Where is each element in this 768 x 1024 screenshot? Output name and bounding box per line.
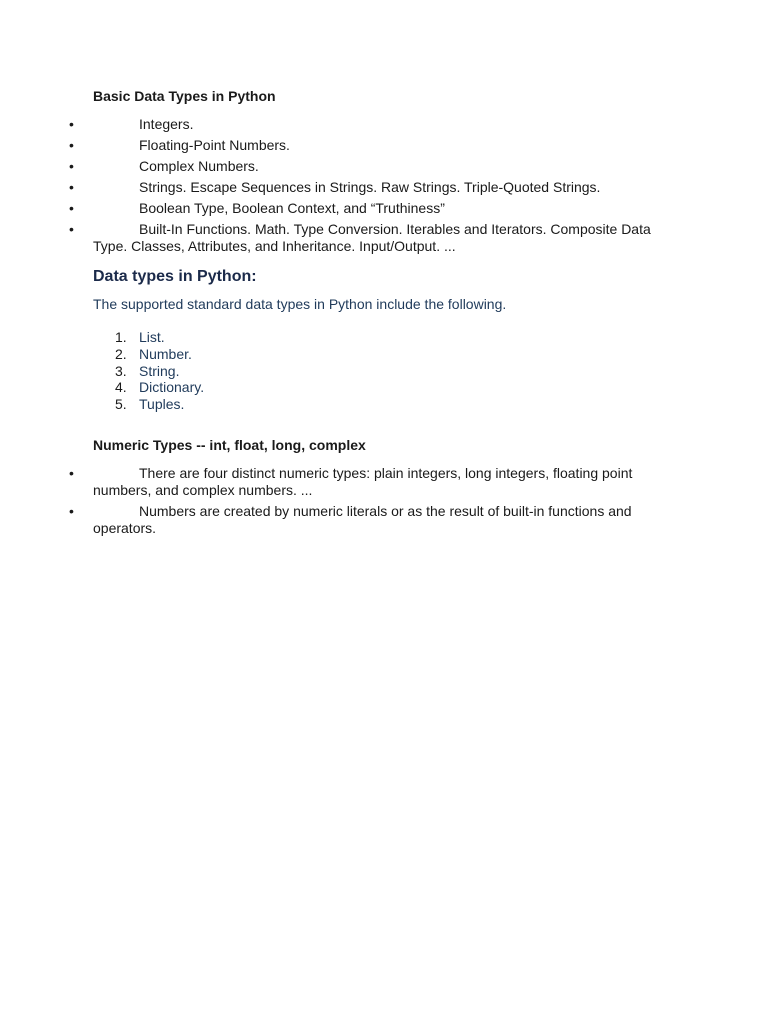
list-item: 4. Dictionary. <box>115 379 205 396</box>
list-item: • Complex Numbers. <box>69 158 259 174</box>
bullet-icon: • <box>69 158 74 174</box>
bullet-icon: • <box>69 464 74 481</box>
list-item: • Strings. Escape Sequences in Strings. Raw Strings. Triple-Quoted Strings. <box>69 179 601 195</box>
numeric-types-list <box>69 464 683 537</box>
bullet-icon: • <box>69 221 74 237</box>
list-number: 4. <box>115 379 127 396</box>
data-types-numbered-list <box>93 329 683 413</box>
basic-data-types-list <box>69 116 683 255</box>
section-heading-basic-data-types: Basic Data Types in Python <box>93 88 276 104</box>
list-item: • Boolean Type, Boolean Context, and “Truthiness” <box>69 200 445 216</box>
list-item: • Floating-Point Numbers. <box>69 137 290 153</box>
section-heading-data-types: Data types in Python: <box>93 268 257 285</box>
list-item: • Integers. <box>69 116 194 132</box>
bullet-icon: • <box>69 116 74 132</box>
bullet-icon: • <box>69 200 74 216</box>
list-item: • Built-In Functions. Math. Type Conversion. Iterables and Iterators. Composite Data Type. Classes, Attributes, and Inheritance. Input/Output. ... <box>69 221 651 254</box>
document-content <box>69 86 683 541</box>
list-number: 3. <box>115 362 127 379</box>
section-heading-numeric-types: Numeric Types -- int, float, long, complex <box>93 436 366 453</box>
list-item: 5. Tuples. <box>115 396 185 413</box>
list-item: 3. String. <box>115 362 180 379</box>
data-types-intro: The supported standard data types in Python include the following. <box>93 296 507 312</box>
list-number: 5. <box>115 396 127 413</box>
bullet-icon: • <box>69 137 74 153</box>
bullet-icon: • <box>69 179 74 195</box>
list-number: 2. <box>115 345 127 362</box>
bullet-icon: • <box>69 502 74 519</box>
list-item: 2. Number. <box>115 345 192 362</box>
list-item: 1. List. <box>115 329 165 345</box>
list-number: 1. <box>115 329 127 345</box>
list-item: • There are four distinct numeric types: plain integers, long integers, floating point numbers, and complex numbers. ... <box>69 464 633 498</box>
list-item: • Numbers are created by numeric literals or as the result of built-in functions and operators. <box>69 502 632 536</box>
